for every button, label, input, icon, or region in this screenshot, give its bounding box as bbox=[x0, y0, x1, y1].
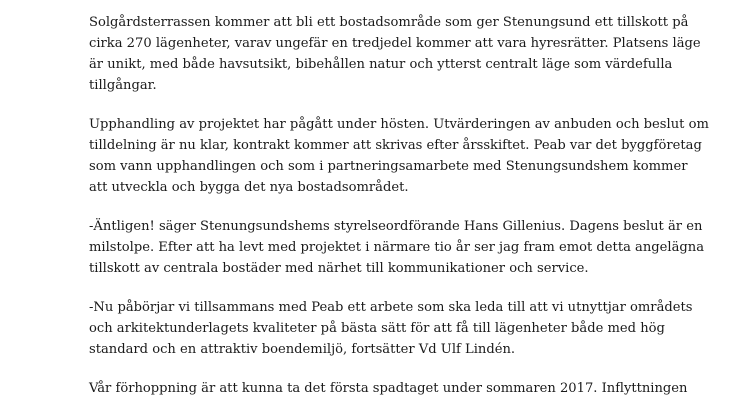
text-line: -Nu påbörjar vi tillsammans med Peab ett arbete som ska leda till att vi utnyttjar områdets bbox=[89, 300, 693, 315]
text-line: Upphandling av projektet har pågått under hösten. Utvärderingen av anbuden och beslut om bbox=[89, 117, 709, 132]
text-line: som vann upphandlingen och som i partneringsamarbete med Stenungsundshem kommer bbox=[89, 159, 688, 174]
text-line: tilldelning är nu klar, kontrakt kommer att skrivas efter årsskiftet. Peab var det byggföretag bbox=[89, 138, 702, 153]
paragraph-timeline bbox=[89, 378, 689, 399]
text-line: tillgångar. bbox=[89, 78, 157, 93]
text-line: milstolpe. Efter att ha levt med projektet i närmare tio år ser jag fram emot detta angelägna bbox=[89, 240, 705, 255]
paragraph-ceo-quote bbox=[89, 297, 693, 360]
document-page bbox=[89, 12, 709, 417]
text-line: standard och en attraktiv boendemiljö, fortsätter Vd Ulf Lindén. bbox=[89, 342, 516, 357]
paragraph-chairman-quote bbox=[89, 216, 705, 279]
text-line: att utveckla och bygga det nya bostadsområdet. bbox=[89, 180, 409, 195]
text-line: Vår förhoppning är att kunna ta det första spadtaget under sommaren 2017. Inflyttningen bbox=[89, 381, 688, 396]
text-line: är unikt, med både havsutsikt, bibehållen natur och ytterst centralt läge som värdefulla bbox=[89, 57, 673, 72]
text-line: tillskott av centrala bostäder med närhet till kommunikationer och service. bbox=[89, 261, 589, 276]
text-line: cirka 270 lägenheter, varav ungefär en tredjedel kommer att vara hyresrätter. Platsens läge bbox=[89, 36, 701, 51]
paragraph-intro bbox=[89, 12, 701, 96]
paragraph-procurement bbox=[89, 114, 709, 198]
text-line: -Äntligen! säger Stenungsundshems styrelseordförande Hans Gillenius. Dagens beslut är en bbox=[89, 219, 703, 234]
text-line: Solgårdsterrassen kommer att bli ett bostadsområde som ger Stenungsund ett tillskott på bbox=[89, 15, 689, 30]
text-line: och arkitektunderlagets kvaliteter på bästa sätt för att få till lägenheter både med hög bbox=[89, 321, 665, 336]
